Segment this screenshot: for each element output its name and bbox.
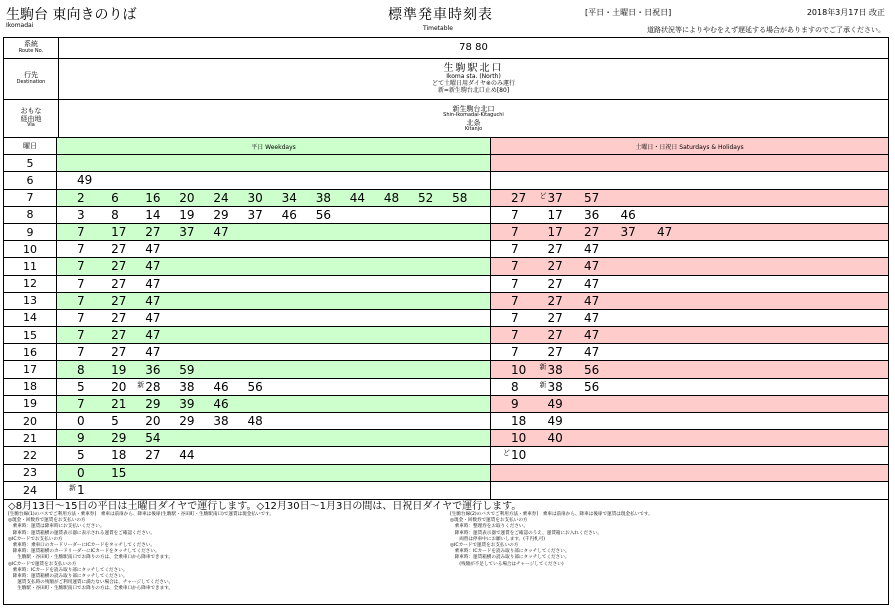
departure-minute: 7 bbox=[511, 276, 519, 291]
departure-minute: 47 bbox=[145, 293, 161, 308]
departure-mark: ど bbox=[539, 191, 547, 200]
timetable-row bbox=[4, 327, 888, 344]
departure-minute: 47 bbox=[213, 225, 229, 240]
departure-minute: 47 bbox=[584, 345, 600, 360]
holiday-departures bbox=[491, 293, 888, 309]
departure-minute: 18 bbox=[111, 448, 127, 463]
hour-cell: 12 bbox=[4, 276, 57, 292]
hour-cell: 22 bbox=[4, 447, 57, 463]
hour-cell: 9 bbox=[4, 224, 57, 240]
weekday-departures bbox=[57, 447, 491, 463]
departure-minute: 5 bbox=[77, 379, 85, 394]
departure-minute: 17 bbox=[547, 225, 563, 240]
route-number: 78 80 bbox=[459, 42, 488, 54]
departure-minute: 27 bbox=[111, 242, 127, 257]
departure-minute: 38 bbox=[315, 190, 331, 205]
weekday-departures bbox=[57, 361, 491, 377]
departure-mark: 新 bbox=[69, 483, 76, 492]
holiday-departures bbox=[491, 413, 888, 429]
timetable-row bbox=[4, 172, 888, 189]
timetable-row bbox=[4, 155, 888, 172]
departure-minute: 17 bbox=[111, 225, 127, 240]
holiday-departures bbox=[491, 465, 888, 481]
departure-minute: 56 bbox=[584, 362, 600, 377]
via-row bbox=[3, 99, 889, 137]
departure-minute: 7 bbox=[77, 328, 85, 343]
departure-minute: 0 bbox=[77, 465, 85, 480]
departure-minute: 57 bbox=[584, 190, 600, 205]
departure-minute: 27 bbox=[145, 225, 161, 240]
via-stop-en: Shin-Ikomadai-Kitaguchi bbox=[443, 111, 504, 118]
fare-info-line: 生駒駅・谷田町・生駒駅南口でお降りの方は、全乗車口から降車できます。 bbox=[8, 586, 174, 592]
footer-notes bbox=[3, 495, 889, 605]
departure-minute: 19 bbox=[111, 362, 127, 377]
hour-cell: 5 bbox=[4, 155, 57, 171]
departure-minute: 27 bbox=[547, 310, 563, 325]
departure-minute: 27 bbox=[547, 242, 563, 257]
hour-cell: 17 bbox=[4, 361, 57, 377]
holiday-departures bbox=[491, 327, 888, 343]
weekday-departures bbox=[57, 276, 491, 292]
timetable-row bbox=[4, 276, 888, 293]
timetable-header-row bbox=[4, 138, 888, 155]
route-label-en: Route No. bbox=[18, 48, 44, 55]
departure-minute: 27 bbox=[111, 259, 127, 274]
holiday-departures bbox=[491, 310, 888, 326]
departure-minute: 47 bbox=[145, 276, 161, 291]
hour-cell: 24 bbox=[4, 482, 57, 499]
departure-minute: 27 bbox=[511, 190, 527, 205]
departure-minute: 7 bbox=[77, 259, 85, 274]
holiday-departures bbox=[491, 361, 888, 377]
holiday-departures bbox=[491, 155, 888, 171]
departure-minute: 48 bbox=[247, 414, 263, 429]
fare-info-line: ◎現金・回数券で運賃をお支払いの方 bbox=[8, 518, 86, 524]
departure-minute: 29 bbox=[213, 207, 229, 222]
route-label-jp: 系統 bbox=[24, 40, 38, 49]
departure-minute: 34 bbox=[281, 190, 297, 205]
holiday-departures bbox=[491, 276, 888, 292]
departure-minute: 27 bbox=[584, 225, 600, 240]
timetable-row bbox=[4, 413, 888, 430]
fare-info-right bbox=[450, 512, 653, 568]
departure-minute: 29 bbox=[179, 414, 195, 429]
weekday-departures bbox=[57, 310, 491, 326]
timetable-row bbox=[4, 258, 888, 275]
departure-minute: ど 10 bbox=[503, 448, 527, 463]
timetable-row bbox=[4, 190, 888, 207]
holiday-departures bbox=[491, 430, 888, 446]
departure-minute: 新 1 bbox=[69, 483, 85, 498]
departure-minute: 47 bbox=[584, 310, 600, 325]
fare-info-line: 両替は停車中にお願いします。(千円札可) bbox=[450, 536, 546, 542]
weekday-departures bbox=[57, 190, 491, 206]
weekday-departures bbox=[57, 413, 491, 429]
departure-minute: 46 bbox=[281, 207, 297, 222]
destination-label-en: Destination bbox=[16, 79, 46, 86]
departure-minute: 47 bbox=[584, 242, 600, 257]
departure-minute: 46 bbox=[620, 207, 636, 222]
fare-info-line: ◎ICカードでお支払いの方 bbox=[8, 536, 63, 542]
departure-minute: 24 bbox=[213, 190, 229, 205]
holiday-departures bbox=[491, 224, 888, 240]
departure-minute: 27 bbox=[111, 276, 127, 291]
departure-minute: 38 bbox=[179, 379, 195, 394]
weekday-departures bbox=[57, 224, 491, 240]
departure-minute: 44 bbox=[179, 448, 195, 463]
departure-minute: 40 bbox=[547, 431, 563, 446]
departure-minute: 9 bbox=[77, 431, 85, 446]
holiday-departures bbox=[491, 172, 888, 188]
weekday-departures bbox=[57, 207, 491, 223]
timetable-row bbox=[4, 310, 888, 327]
departure-minute: 27 bbox=[547, 345, 563, 360]
departure-minute: 56 bbox=[315, 207, 331, 222]
weekday-departures bbox=[57, 465, 491, 481]
departure-minute: 27 bbox=[111, 310, 127, 325]
departure-minute: 7 bbox=[77, 242, 85, 257]
via-stops-cell bbox=[59, 100, 888, 137]
departure-minute: 21 bbox=[111, 396, 127, 411]
departure-minute: 47 bbox=[145, 259, 161, 274]
destination-row bbox=[3, 58, 889, 99]
fare-info-line: 乗車時：運賃は降車時にお支払いください。 bbox=[8, 524, 105, 530]
timetable-row bbox=[4, 379, 888, 396]
fare-info-left bbox=[8, 512, 274, 593]
departure-minute: 5 bbox=[111, 414, 119, 429]
hour-cell: 20 bbox=[4, 413, 57, 429]
departure-minute: 0 bbox=[77, 414, 85, 429]
fare-info-line: 乗車時：ICカードを読み取り部にタッチしてください。 bbox=[8, 567, 128, 573]
departure-minute: 15 bbox=[111, 465, 127, 480]
hour-cell: 14 bbox=[4, 310, 57, 326]
departure-minute: 47 bbox=[145, 345, 161, 360]
departure-minute: 46 bbox=[213, 379, 229, 394]
timetable-row bbox=[4, 344, 888, 361]
hour-cell: 18 bbox=[4, 379, 57, 395]
departure-minute: 27 bbox=[547, 276, 563, 291]
departure-minute: 17 bbox=[547, 207, 563, 222]
hour-cell: 11 bbox=[4, 258, 57, 274]
weekday-departures bbox=[57, 172, 491, 188]
hour-cell: 7 bbox=[4, 190, 57, 206]
departure-minute: 47 bbox=[584, 259, 600, 274]
holiday-departures bbox=[491, 241, 888, 257]
departure-minute: 37 bbox=[179, 225, 195, 240]
departure-minute: 10 bbox=[511, 362, 527, 377]
destination-name: 生駒駅北口 bbox=[443, 62, 504, 74]
departure-minute: 7 bbox=[77, 396, 85, 411]
weekday-departures bbox=[57, 258, 491, 274]
timetable-row bbox=[4, 207, 888, 224]
departure-minute: 59 bbox=[179, 362, 195, 377]
timetable-row bbox=[4, 241, 888, 258]
departure-mark: 新 bbox=[539, 380, 547, 389]
departure-mark: ど bbox=[503, 449, 510, 458]
route-row bbox=[3, 37, 889, 58]
departure-mark: 新 bbox=[539, 363, 547, 372]
via-label-en: Via bbox=[27, 122, 35, 129]
departure-minute: 37 bbox=[620, 225, 636, 240]
weekday-departures bbox=[57, 379, 491, 395]
fare-info-line: 降車時：運賃箱横の読み取り部にタッチしてください。 bbox=[450, 555, 570, 561]
departure-minute: 29 bbox=[111, 431, 127, 446]
route-value-cell bbox=[59, 38, 888, 58]
departure-minute: 49 bbox=[547, 396, 563, 411]
departure-minute: 7 bbox=[511, 293, 519, 308]
weekday-departures bbox=[57, 396, 491, 412]
holiday-departures bbox=[491, 396, 888, 412]
hour-cell: 23 bbox=[4, 465, 57, 481]
departure-minute: 18 bbox=[511, 414, 527, 429]
hour-cell: 13 bbox=[4, 293, 57, 309]
destination-name-en: Ikoma sta. (North) bbox=[446, 73, 501, 81]
destination-label bbox=[4, 59, 59, 99]
page-title: 標準発車時刻表 bbox=[388, 7, 493, 23]
departure-minute: 46 bbox=[213, 396, 229, 411]
weekday-column-header: 平日 Weekdays bbox=[57, 138, 491, 154]
departure-minute: 7 bbox=[511, 328, 519, 343]
timetable-row bbox=[4, 465, 888, 482]
departure-minute: 8 bbox=[511, 379, 519, 394]
departure-minute: 20 bbox=[179, 190, 195, 205]
timetable-grid bbox=[3, 137, 889, 500]
destination-label-jp: 行先 bbox=[24, 71, 38, 80]
departure-minute: 27 bbox=[111, 293, 127, 308]
departure-minute: 54 bbox=[145, 431, 161, 446]
departure-minute: 6 bbox=[111, 190, 119, 205]
departure-minute: 新 28 bbox=[137, 379, 161, 394]
departure-minute: 47 bbox=[584, 276, 600, 291]
departure-minute: 7 bbox=[77, 293, 85, 308]
hour-cell: 21 bbox=[4, 430, 57, 446]
departure-minute: 7 bbox=[77, 276, 85, 291]
departure-minute: 38 bbox=[213, 414, 229, 429]
departure-minute: 20 bbox=[145, 414, 161, 429]
holiday-departures bbox=[491, 344, 888, 360]
departure-minute: 7 bbox=[511, 242, 519, 257]
departure-minute: 9 bbox=[511, 396, 519, 411]
weekday-departures bbox=[57, 241, 491, 257]
departure-minute: 新 38 bbox=[539, 379, 563, 394]
hour-cell: 15 bbox=[4, 327, 57, 343]
fare-info-line: 乗車時：ICカードを読み取り部にタッチしてください。 bbox=[450, 549, 570, 555]
departure-minute: 3 bbox=[77, 207, 85, 222]
timetable-row bbox=[4, 293, 888, 310]
holiday-departures bbox=[491, 258, 888, 274]
departure-minute: 27 bbox=[111, 328, 127, 343]
via-label-jp: 経由地 bbox=[20, 114, 42, 123]
timetable-row bbox=[4, 447, 888, 464]
departure-minute: 27 bbox=[547, 328, 563, 343]
departure-minute: 8 bbox=[77, 362, 85, 377]
departure-minute: 36 bbox=[145, 362, 161, 377]
departure-minute: 47 bbox=[584, 293, 600, 308]
departure-minute: 36 bbox=[584, 207, 600, 222]
stop-name: 生駒台 東向きのりば bbox=[6, 7, 137, 23]
revision-date: 2018年3月17日 改正 bbox=[806, 8, 885, 17]
departure-minute: 7 bbox=[77, 225, 85, 240]
via-stop: 新生駒台北口 bbox=[452, 104, 495, 113]
hour-cell: 6 bbox=[4, 172, 57, 188]
departure-minute: 47 bbox=[584, 328, 600, 343]
departure-minute: 49 bbox=[77, 173, 93, 188]
hour-cell: 10 bbox=[4, 241, 57, 257]
departure-minute: 47 bbox=[145, 242, 161, 257]
stop-romaji: Ikomadai bbox=[6, 22, 34, 29]
weekday-departures bbox=[57, 293, 491, 309]
departure-minute: 56 bbox=[584, 379, 600, 394]
fare-info-line: 乗車時：整理券をお取りください。 bbox=[450, 524, 529, 530]
timetable-row bbox=[4, 224, 888, 241]
via-stop-en: Kitanjo bbox=[464, 125, 483, 132]
route-label bbox=[4, 38, 59, 58]
timetable-row bbox=[4, 361, 888, 378]
hour-column-header: 曜日 bbox=[4, 138, 57, 154]
via-stop: 北条 bbox=[466, 118, 481, 127]
departure-minute: 27 bbox=[111, 345, 127, 360]
fare-info-line: 降車時：運賃箱横のカードリーダーにICカードをタッチしてください。 bbox=[8, 549, 160, 555]
fare-info-line: ◎ICカードで運賃をお支払いの方 bbox=[450, 543, 519, 549]
departure-minute: 7 bbox=[511, 225, 519, 240]
departure-minute: 27 bbox=[547, 259, 563, 274]
day-types: [平日・土曜日・日祝日] bbox=[585, 8, 672, 17]
via-label-jp: おもな bbox=[20, 107, 42, 116]
departure-minute: 新 38 bbox=[539, 362, 563, 377]
fare-info-line: 乗車時：乗車口のカードリーダーにICカードをタッチしてください。 bbox=[8, 543, 155, 549]
departure-minute: 39 bbox=[179, 396, 195, 411]
departure-minute: 47 bbox=[657, 225, 673, 240]
departure-minute: 37 bbox=[247, 207, 263, 222]
departure-mark: 新 bbox=[137, 380, 145, 389]
departure-minute: 27 bbox=[145, 448, 161, 463]
departure-minute: 27 bbox=[547, 293, 563, 308]
fare-info-line: 生駒駅・谷田町・生駒駅南口でお降りの方は、全乗車口から降車できます。 bbox=[8, 555, 174, 561]
departure-minute: 19 bbox=[179, 207, 195, 222]
departure-minute: 7 bbox=[511, 310, 519, 325]
fare-info-line: [生駒台線(2)のバスでご利用方法・乗車券] 乗車は前扉から、降車は後扉で運賃は現金払いです。 bbox=[450, 512, 653, 517]
departure-minute: 7 bbox=[511, 207, 519, 222]
departure-minute: 49 bbox=[547, 414, 563, 429]
departure-minute: 2 bbox=[77, 190, 85, 205]
page-title-en: Timetable bbox=[423, 25, 453, 32]
fare-info-line: 降車時：運賃箱横の読み取り部にタッチしてください。 bbox=[8, 574, 128, 580]
holiday-column-header: 土曜日・日祝日 Saturdays & Holidays bbox=[491, 138, 888, 154]
weekday-departures bbox=[57, 344, 491, 360]
hour-cell: 16 bbox=[4, 344, 57, 360]
departure-minute: 48 bbox=[383, 190, 400, 205]
fare-info-line: 降車時：運賃表示器で運賃をご確認のうえ、運賃箱にお入れください。 bbox=[450, 530, 602, 536]
departure-minute: 10 bbox=[511, 431, 527, 446]
departure-minute: 7 bbox=[511, 345, 519, 360]
timetable-row bbox=[4, 430, 888, 447]
destination-value-cell bbox=[59, 59, 888, 99]
departure-minute: 47 bbox=[145, 310, 161, 325]
hour-cell: 19 bbox=[4, 396, 57, 412]
weekday-departures bbox=[57, 155, 491, 171]
fare-info-line: ◎現金・回数券で運賃をお支払いの方 bbox=[450, 518, 528, 524]
departure-minute: 5 bbox=[77, 448, 85, 463]
departure-minute: 52 bbox=[418, 190, 434, 205]
departure-minute: 44 bbox=[349, 190, 366, 205]
fare-info-line: [生駒台線(1)のバスでご利用方法・乗車券] 乗車は前扉から、降車は後扉(生駒駅・谷田町・生駒駅南口)で運賃は現金払いです。 bbox=[8, 512, 274, 517]
holiday-departures bbox=[491, 207, 888, 223]
departure-minute: 7 bbox=[511, 259, 519, 274]
fare-info-line: (残額が不足している場合はチャージしてください) bbox=[450, 561, 564, 567]
weekday-departures bbox=[57, 327, 491, 343]
delay-notice: 道路状況等によりやむをえず遅延する場合がありますのでご了承ください。 bbox=[647, 26, 885, 34]
hour-cell: 8 bbox=[4, 207, 57, 223]
timetable-row bbox=[4, 396, 888, 413]
holiday-departures bbox=[491, 190, 888, 206]
departure-minute: 29 bbox=[145, 396, 161, 411]
fare-info-line: 降車時：運賃箱横の運賃表示器に表示される運賃をご確認ください。 bbox=[8, 530, 156, 536]
departure-minute: 58 bbox=[452, 190, 468, 205]
destination-note: どて土曜日用ダイヤ※のみ運行 bbox=[432, 80, 515, 88]
departure-minute: 16 bbox=[145, 190, 161, 205]
destination-note: 新=新生駒台北口止め[80] bbox=[437, 87, 510, 95]
departure-minute: 56 bbox=[247, 379, 263, 394]
departure-minute: ど 37 bbox=[539, 190, 563, 205]
departure-minute: 30 bbox=[247, 190, 263, 205]
holiday-schedule-note: ◇8月13日～15日の平日は土曜日ダイヤで運行します。◇12月30日～1月3日の間は、日祝日ダイヤで運行します。 bbox=[8, 501, 522, 512]
departure-minute: 7 bbox=[77, 345, 85, 360]
departure-minute: 47 bbox=[145, 328, 161, 343]
departure-minute: 14 bbox=[145, 207, 161, 222]
departure-minute: 7 bbox=[77, 310, 85, 325]
holiday-departures bbox=[491, 447, 888, 463]
departure-minute: 20 bbox=[111, 379, 127, 394]
departure-minute: 8 bbox=[111, 207, 119, 222]
fare-info-line: 運賃支払時の残額がご利用運賃に満たない場合は、チャージしてください。 bbox=[8, 580, 174, 586]
via-label bbox=[4, 100, 59, 137]
holiday-departures bbox=[491, 379, 888, 395]
fare-info-line: ◎ICカードで運賃をお支払いの方 bbox=[8, 561, 77, 567]
weekday-departures bbox=[57, 430, 491, 446]
